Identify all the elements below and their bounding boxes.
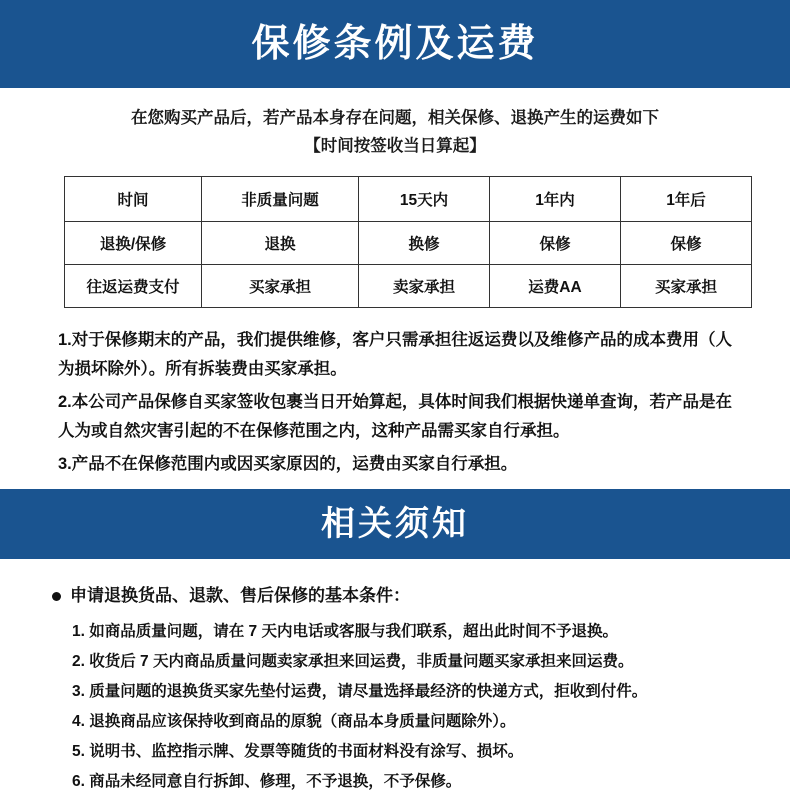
section-title-warranty: 保修条例及运费: [251, 23, 539, 65]
table-header-cell: 1年内: [490, 177, 621, 222]
table-cell: 退换: [202, 222, 359, 265]
bullet-icon: [52, 592, 61, 601]
list-item: 5. 说明书、监控指示牌、发票等随货的书面材料没有涂写、损坏。: [72, 743, 524, 760]
table-cell: 换修: [359, 222, 490, 265]
table-header-cell: 1年后: [621, 177, 752, 222]
section-header-notice: [0, 489, 790, 559]
table-row: [65, 265, 752, 308]
table-cell: 保修: [621, 222, 752, 265]
table-cell: 卖家承担: [359, 265, 490, 308]
list-item: 2. 收货后 7 天内商品质量问题卖家承担来回运费，非质量问题买家承担来回运费。: [72, 653, 634, 670]
table-row: [65, 222, 752, 265]
section-title-notice: 相关须知: [321, 505, 469, 543]
table-header-cell: 非质量问题: [202, 177, 359, 222]
list-item: 4. 退换商品应该保持收到商品的原貌（商品本身质量问题除外）。: [72, 713, 516, 730]
warranty-paragraph: 3.产品不在保修范围内或因买家原因的，运费由买家自行承担。: [58, 455, 518, 473]
intro-line-1: 在您购买产品后，若产品本身存在问题，相关保修、退换产生的运费如下: [131, 109, 659, 127]
table-cell: 退换/保修: [65, 222, 202, 265]
warranty-table: [64, 176, 752, 308]
intro-line-2: 【时间按签收当日算起】: [304, 137, 486, 155]
table-cell: 保修: [490, 222, 621, 265]
list-item: 6. 商品未经同意自行拆卸、修理，不予退换，不予保修。: [72, 773, 462, 790]
warranty-paragraph: 2.本公司产品保修自买家签收包裹当日开始算起，具体时间我们根据快递单查询，若产品是在人为或自然灾害引起的不在保修范围之内，这种产品需买家自行承担。: [58, 393, 732, 440]
table-cell: 买家承担: [621, 265, 752, 308]
table-cell: 运费AA: [490, 265, 621, 308]
table-cell: 买家承担: [202, 265, 359, 308]
intro-block: [0, 104, 790, 160]
notice-heading: [52, 581, 738, 611]
notice-heading-label: 申请退换货品、退款、售后保修的基本条件：: [70, 586, 410, 605]
table-cell: 往返运费支付: [65, 265, 202, 308]
warranty-paragraph: 1.对于保修期末的产品，我们提供维修，客户只需承担往返运费以及维修产品的成本费用（人为损坏除外）。所有拆装费由买家承担。: [58, 331, 732, 378]
warranty-table-wrap: [64, 176, 726, 308]
notice-block: [52, 581, 738, 797]
section-header-warranty: [0, 0, 790, 88]
list-item: 3. 质量问题的退换货买家先垫付运费，请尽量选择最经济的快递方式，拒收到付件。: [72, 683, 648, 700]
list-item: 1. 如商品质量问题，请在 7 天内电话或客服与我们联系，超出此时间不予退换。: [72, 623, 618, 640]
table-header-cell: 时间: [65, 177, 202, 222]
table-row-header: [65, 177, 752, 222]
table-header-cell: 15天内: [359, 177, 490, 222]
warranty-paragraphs: [58, 326, 732, 479]
